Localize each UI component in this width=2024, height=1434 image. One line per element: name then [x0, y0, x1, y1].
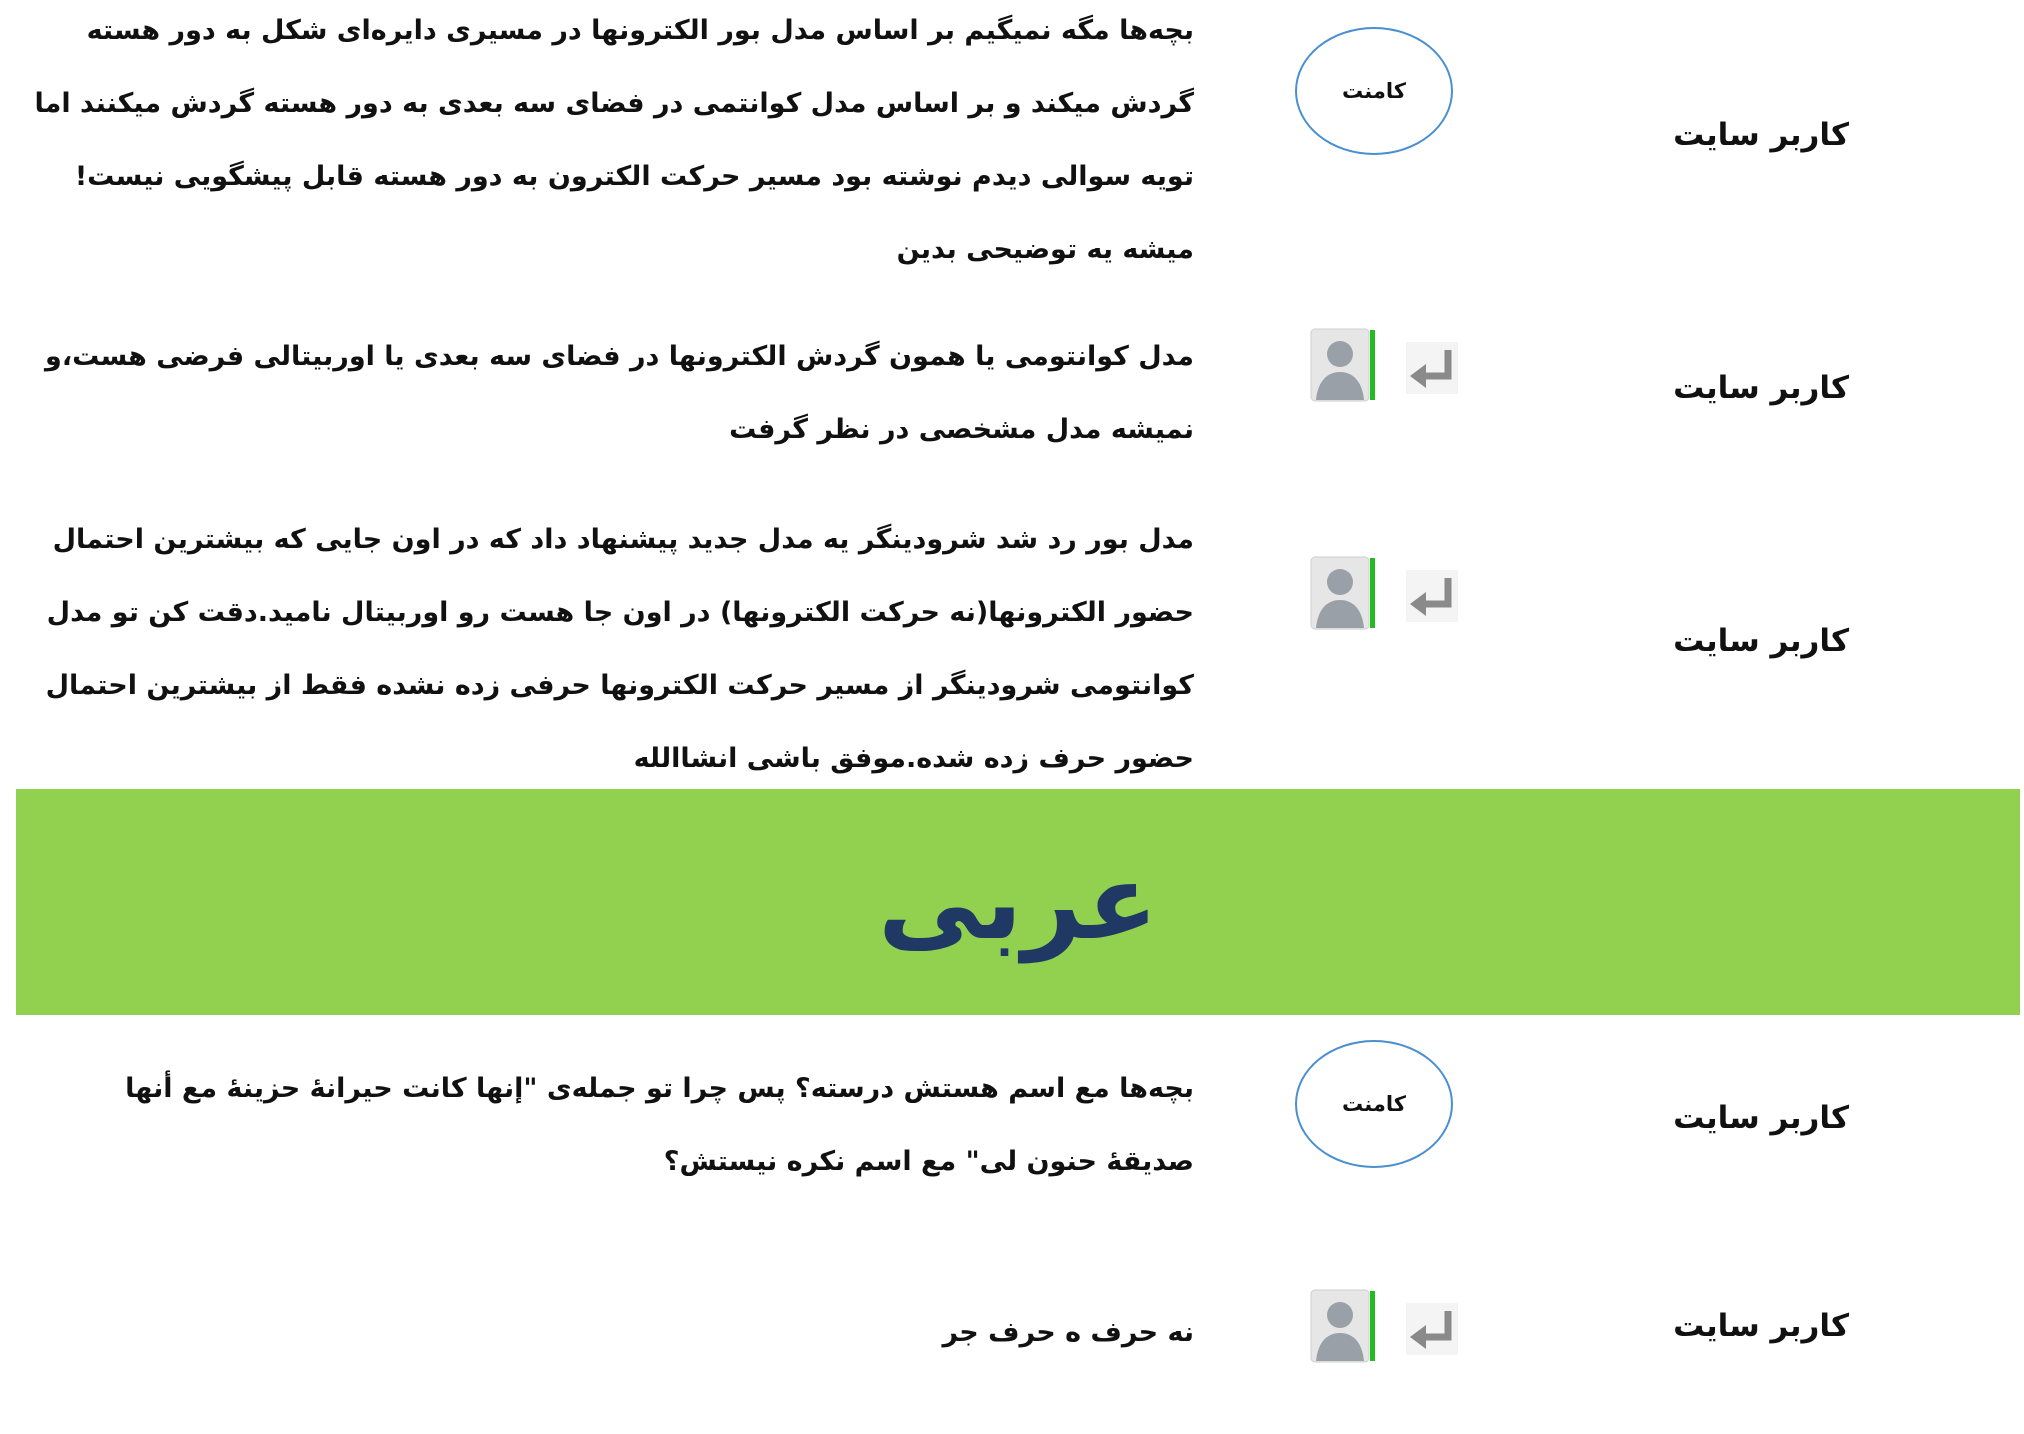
username: کاربر سایت	[1673, 623, 1849, 659]
section-title: عربی	[877, 841, 1158, 963]
comment-text: بچه‌ها مگه نمیگیم بر اساس مدل بور الکترونها در مسیری دایره‌ای شکل به دور هسته گردش میکند و بر اساس مدل کوانتمی در فضای سه بعدی به دور هسته گردش میکنند اما تویه سوالی دیدم نوشته بود مسیر حرکت الکترون به دور هسته قابل پیشگویی نیست!میشه یه توضیحی بدین	[34, 15, 1194, 265]
comment-badge: کامنت	[1295, 1040, 1453, 1168]
username: کاربر سایت	[1673, 370, 1849, 406]
comment-badge: کامنت	[1295, 27, 1453, 155]
reply-arrow-icon	[1406, 1303, 1458, 1355]
reply-arrow-icon	[1406, 342, 1458, 394]
reply-text: نه حرف ه حرف جر	[942, 1317, 1194, 1348]
reply-text: مدل بور رد شد شرودینگر یه مدل جدید پیشنهاد داد که در اون جایی که بیشترین احتمال حضور الکترونها(نه حرکت الکترونها) در اون جا هست رو اوربیتال نامید.دقت کن تو مدل کوانتومی شرودینگر از مسیر حرکت الکترونها حرفی زده نشده فقط از بیشترین احتمال حضور حرف زده شده.موفق باشی انشاالله	[45, 524, 1194, 774]
reply-text: مدل کوانتومی یا همون گردش الکترونها در فضای سه بعدی یا اوربیتالی فرضی هست،و نمیشه مدل مشخصی در نظر گرفت	[45, 341, 1194, 445]
default-user-avatar-icon	[1310, 328, 1376, 402]
username: کاربر سایت	[1673, 1100, 1849, 1136]
default-user-avatar-icon	[1310, 556, 1376, 630]
username: کاربر سایت	[1673, 1308, 1849, 1344]
reply-marker	[1310, 556, 1460, 636]
reply-marker	[1310, 1289, 1460, 1369]
reply-marker	[1310, 328, 1460, 408]
default-user-avatar-icon	[1310, 1289, 1376, 1363]
username: کاربر سایت	[1673, 117, 1849, 153]
section-banner	[16, 789, 2020, 1015]
reply-arrow-icon	[1406, 570, 1458, 622]
comment-text: بچه‌ها مع اسم هستش درسته؟ پس چرا تو جمله‌ی "إنها کانت حیرانهٔ حزینهٔ مع أنها صدیقهٔ حنون لی" مع اسم نکره نیستش؟	[125, 1073, 1194, 1177]
